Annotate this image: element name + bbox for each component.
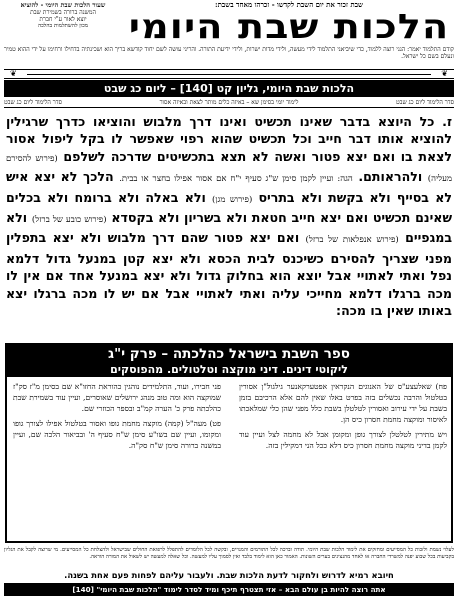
halacha-text: הלכך לא יצא איש לא בסייף ולא בקשת ולא בתריס [6, 169, 452, 205]
halacha-text: ואם יצא פטור שהם דרך מלבוש ולא יצא בתפלין מפני שצריך להסירם כשיכנס לבית הכסא ולא יצא קטן במנעל גדול דלמא נפל ואתי לאתויי אבל יוצא הוא בחלוק גדול ולא יצא במנעל אחד אם אין לו מכה ברגלו דלמא מחייכי עליה ואתי לאתויי אבל אם יש לו מכה ברגלו יצא באותו שאין בו מכה: [6, 230, 452, 319]
study-schedule-line [4, 98, 454, 108]
intro-prayer: קודם התלמוד יאמר: הנני רוצה ללמוד, כדי שיביאני התלמוד לידי מעשה, ולידי מדות ישרות, ולידי ידיעת התורה. והריני עושה לשם יחוד קודשא בריך הוא ושכינתיה בדחילו ורחימו על ידי ההוא טמיר ונעלם בשם כל ישראל. [4, 46, 454, 61]
ornament-icon: ❦ [441, 69, 448, 78]
book-column-right [239, 381, 447, 539]
halacha-note: (פירוש אנפלאות של ברזל) [305, 235, 399, 246]
halacha-text: ולהראותם. [358, 169, 423, 185]
book-columns [13, 381, 447, 539]
schedule-center: לימוד יומי בסימן שא – באיזה כלים מותר לצאת ובאיזה אסור [159, 99, 299, 106]
book-title: ספר השבת בישראל כהלכתה – פרק י"ג [108, 346, 350, 362]
divider-line [27, 74, 432, 75]
book-section [5, 343, 453, 543]
publisher-line-1: שעור הלכות שבת היומי - להוציא [20, 1, 106, 9]
publisher-line-3: יוצא לאור ע"י חברת [39, 16, 87, 23]
ornament-icon: ❦ [10, 69, 17, 78]
footer-slogan: חיובא רמיא לדרוש ולחקור לדעת הלכות שבת. ולעבור עליהם לפחות פעם אחת בשנה. [64, 570, 394, 580]
publisher-line-4: מכון להשתלמות בהלכה [37, 23, 89, 29]
schedule-right: סדר הלימוד ליום כג שבט [395, 99, 454, 106]
halacha-note: (פירוש כובע של ברזל) [31, 215, 107, 226]
rema-gloss: הגה: ועיין לקמן סימן ש"ג סעיף י"ח אם אסור אפילו בחצר או בבית. [119, 174, 353, 185]
book-column-left [13, 381, 221, 539]
masthead-slogan: שבת זכור את יום השבת לקדשו - זכרהו מאחד בשבת: [215, 0, 363, 9]
book-paragraph: פט) מעה"ל (קמה) מוקצה מחמת גופו ואסור בטלטול אפילו לצורך גופו ומקומו, ועיין שם בשו"ע סימן ש"ח סעיף ה' ובביאור הלכה שם, ועיין במשנה ברורה סימן ש"ח סק"ה. [13, 419, 221, 451]
masthead-main [126, 0, 452, 46]
masthead [0, 0, 458, 46]
halacha-note: (פירוש להסירם מעליה) [6, 153, 453, 185]
footer-bar [4, 583, 454, 596]
masthead-publisher-box [4, 1, 122, 30]
issue-header-text: הלכות שבת היומי, גליון קט [140] – ליום כג שבט [103, 82, 355, 95]
footer-bar-text: אתה רוצה להיות בן עולם הבא – אזי תצטרף תיכף ומיד לסדר לימוד "הלכות שבת היומי" [140] [72, 585, 386, 594]
issue-header-bar [4, 80, 454, 97]
halacha-note: (פירוש מגן) [212, 194, 253, 205]
main-halacha-text [6, 113, 452, 319]
halacha-paragraph-1 [6, 113, 452, 319]
masthead-title: הלכות שבת היומי [128, 7, 450, 47]
halacha-text: ולא במגפיים [6, 210, 452, 246]
book-paragraph: פח) שאלעצע"ס של האנוגים הנקראין אפטערקאנער גילגול"ן אסורין בטלטול והרבה נכשלים בזה בפרט באלו שאין להם אלא הרכיבם בזמן בשבת על ידי עירוב ואסורין לטלטלן בשבת כלל מפני שהן כלי שמלאכתו לאיסור ומוקצה מחמת חסרון כיס הן. [239, 382, 447, 425]
book-paragraph: ויש מתירין לטלטלן לצורך גופן ומקומן אבל לא מחמה לצל ועיין עוד לקמן בדיני מוקצה מחמת חסרון כיס דלא ככל הני דמקילין בזה. [239, 430, 447, 451]
halacha-text: ז. כל היוצא בדבר שאינו תכשיט ואינו דרך מלבוש והוציאו כדרך שרגילין להוציא אותו דבר חייב וכל תכשיט שהוא רפוי שאפשר לו בקל ליפול אסור לצאת בו ואם יצא פטור ואשה לא תצא בתכשיטים שדרכה לשלפם [6, 114, 452, 164]
ornament-divider [4, 69, 454, 79]
book-paragraph: פני חבירו, ועוד, התלמידים נוהגין כהוראת החזו"א שם בסימן מ"ז סק"ז שמוקצה הוא ומה טוב מנהג ירושלים שאוסרים, ועיין עוד בשמירת שבת כהלכתה פרק כ' הערה קמ"ב ובספר הכוזרי שם. [13, 382, 221, 414]
publisher-line-2: המשנה ברורה בשמירת שבת [30, 9, 96, 16]
book-header [7, 345, 451, 377]
footer-notice: לעלוי נשמת ולזכות כל המסייעים ומחזקים את לימוד הלכות שבת היומי. תודה וברכה לכל התורמים והמנויים, ובקשה לכל הלומדים להתפלל לרפואת החולים שבישראל ולהצלחת כל המסייעים. מי שרוצה לקבל את הגליון בקביעות בכל שבוע יפנה למשרדי החברה או לאחד מהנציגים בערים השונות. האמור כאן הוא לימוד בלבד ואין לסמוך עליו למעשה. וכל שאלה למעשה יש לשאול את המורה הוראה. [4, 547, 454, 560]
schedule-left: סדר הלימוד ליום כג שבט [4, 99, 63, 106]
book-subtitle: ליקוטי דינים. דיני מוקצה וטלטולים. מהפוסקים [110, 363, 348, 376]
halacha-text: ולא באלה ולא ברומח ולא בכלים שאינם תכשיט ואם יצא חייב חטאת ולא בשריון ולא בקסדא [6, 189, 453, 226]
